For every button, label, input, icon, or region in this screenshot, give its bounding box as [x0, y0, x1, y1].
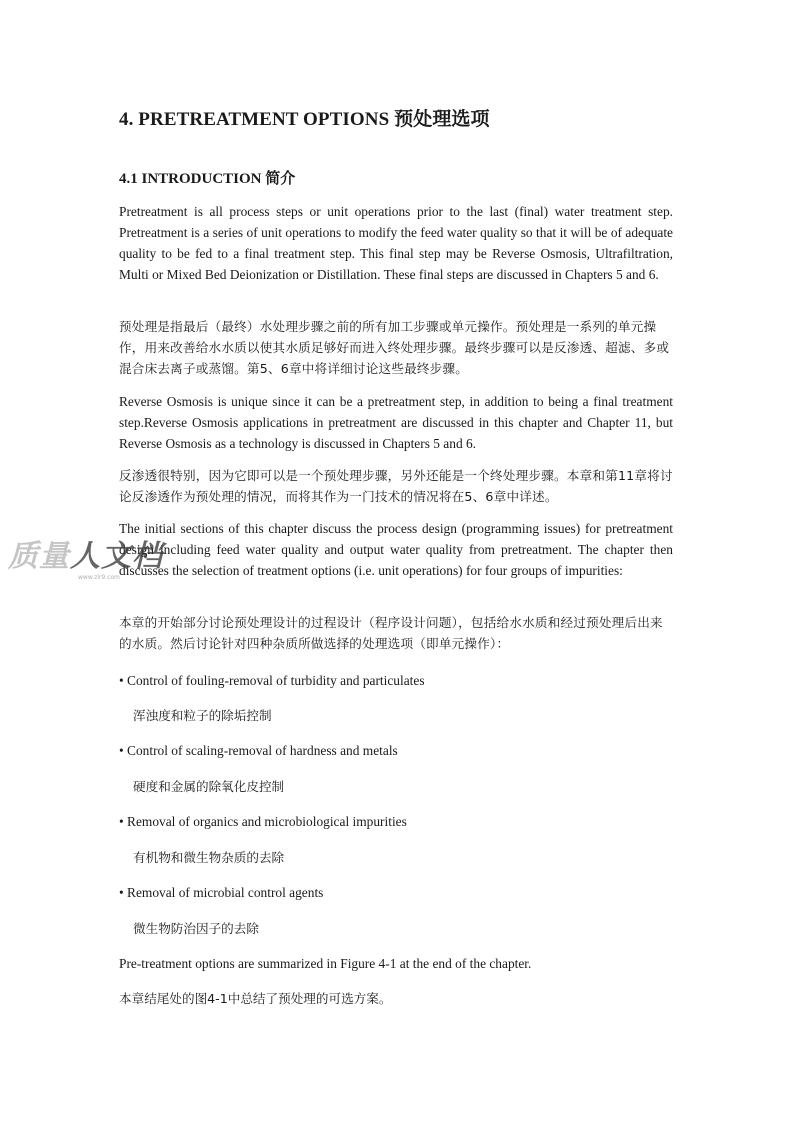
bullet-item-en: • Removal of microbial control agents — [119, 885, 324, 900]
paragraph-2-en: Reverse Osmosis is unique since it can be a pretreatment step, in addition to being a final treatment step.Reverse Osmosis applications in pretreatment are discussed in this chapter and Chapter 11, but Reverse Osmosis as a technology is discussed in Chapters 5 and 6. — [119, 394, 673, 451]
watermark-text-part2: 人文档 — [70, 539, 163, 574]
bullet-item-en: • Removal of organics and microbiological impurities — [119, 814, 407, 829]
bullet-item-en: • Control of fouling-removal of turbidity and particulates — [119, 673, 425, 688]
bullet-item-cn: 微生物防治因子的去除 — [133, 921, 259, 936]
paragraph-1-en: Pretreatment is all process steps or unit operations prior to the last (final) water treatment step. Pretreatment is a series of unit operations to modify the feed water quality so that it will be of adequate quality to be fed to a final treatment step. This final step may be Reverse Osmosis, Ultrafiltration, Multi or Mixed Bed Deionization or Distillation. These final steps are discussed in Chapters 5 and 6. — [119, 204, 673, 282]
watermark-text-part1: 质量 — [8, 539, 70, 574]
bullet-item-cn: 硬度和金属的除氧化皮控制 — [133, 779, 285, 794]
paragraph-3-cn: 本章的开始部分讨论预处理设计的过程设计（程序设计问题），包括给水水质和经过预处理后出来的水质。然后讨论针对四种杂质所做选择的处理选项（即单元操作）： — [119, 615, 663, 651]
closing-sentence-en: Pre-treatment options are summarized in Figure 4-1 at the end of the chapter. — [119, 956, 532, 971]
bullet-item-cn: 浑浊度和粒子的除垢控制 — [133, 708, 272, 723]
bullet-item-en: • Control of scaling-removal of hardness and metals — [119, 743, 398, 758]
paragraph-3-en: The initial sections of this chapter discuss the process design (programming issues) for pretreatment design including feed water quality and output water quality from pretreatment. The chapter then discusses the selection of treatment options (i.e. unit operations) for four groups of impurities: — [119, 521, 673, 578]
watermark-url: www.zlr9.com — [78, 574, 120, 581]
chapter-heading: 4. PRETREATMENT OPTIONS 预处理选项 — [119, 109, 490, 130]
paragraph-2-cn: 反渗透很特别，因为它即可以是一个预处理步骤，另外还能是一个终处理步骤。本章和第11章将讨论反渗透作为预处理的情况，而将其作为一门技术的情况将在5、6章中详述。 — [119, 468, 673, 504]
paragraph-1-cn: 预处理是指最后（最终）水处理步骤之前的所有加工步骤或单元操作。预处理是一系列的单元操作，用来改善给水水质以使其水质足够好而进入终处理步骤。最终步骤可以是反渗透、超滤、多或混合床去离子或蒸馏。第5、6章中将详细讨论这些最终步骤。 — [119, 319, 670, 376]
closing-sentence-cn: 本章结尾处的图4-1中总结了预处理的可选方案。 — [119, 991, 392, 1006]
bullet-item-cn: 有机物和微生物杂质的去除 — [133, 850, 285, 865]
section-heading: 4.1 INTRODUCTION 简介 — [119, 171, 296, 187]
